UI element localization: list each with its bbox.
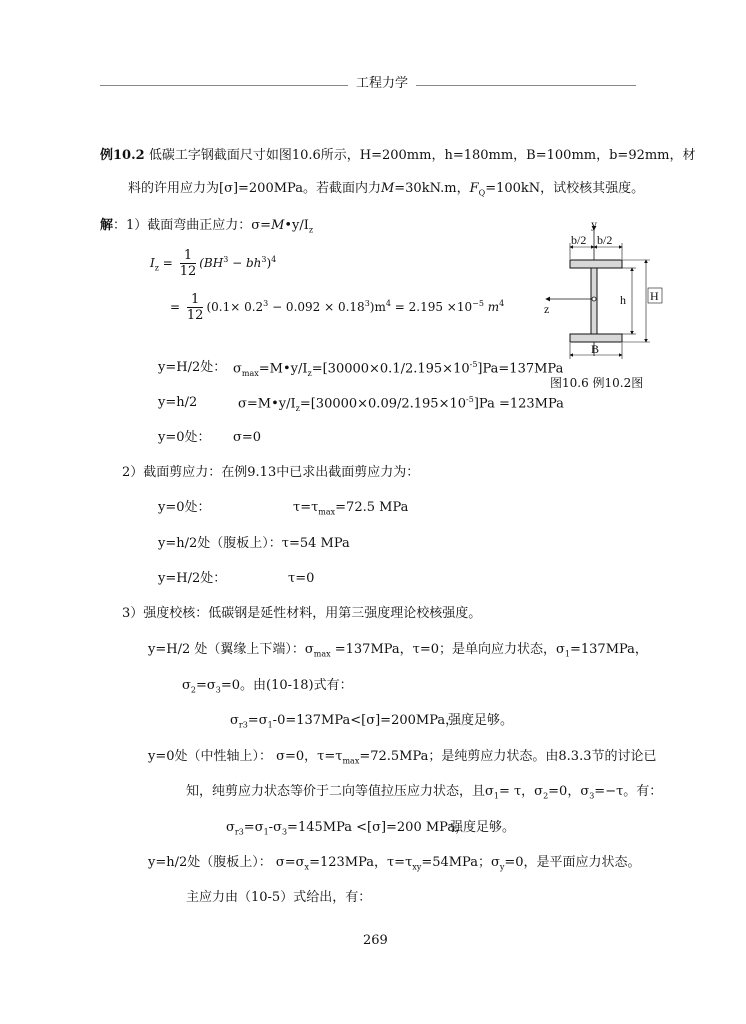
check-flange-ok: 强度足够。 [448, 713, 514, 728]
example-line-2: 料的许用应力为[σ]=200MPa。若截面内力M=30kN.m，$F_Q=100kN$，试校核其强度。 [128, 181, 645, 198]
shear-row-zero: y=0处： [158, 500, 211, 515]
axis-label-z: z [544, 302, 550, 316]
stress-row-h2: y=h/2 [158, 395, 198, 410]
check-flange-line-1: y=H/2 处（翼缘上下端）：$\sigma_{max} =137MPa$，τ=0；是单向应力状态，$\sigma_1=137MPa$， [148, 642, 648, 659]
solution-step-2: 2）截面剪应力：在例9.13中已求出截面剪应力为： [122, 465, 420, 480]
check-neutral-line-1: y=0处（中性轴上）： σ=0，$\tau=\tau_{max}=72.5MPa$；是纯剪应力状态。由8.3.3节的讨论已 [148, 749, 657, 766]
bottom-flange [570, 334, 622, 342]
stress-row-H2: y=H/2处： [158, 360, 227, 375]
figure-caption: 图10.6 例10.2图 [550, 376, 644, 390]
check-neutral-result: $\sigma_{r3}=\sigma_1-\sigma_3=145MPa <[\sigma]=200$ MPa， [226, 820, 469, 837]
shear-row-zero-value: $\tau=\tau_{max}=72.5$ MPa [293, 500, 409, 517]
page-number: 269 [363, 933, 388, 948]
dim-label-h: h [620, 293, 626, 307]
example-line-1 [100, 149, 696, 162]
example-text-1: 低碳工字钢截面尺寸如图10.6所示，H=200mm，h=180mm，B=100mm，b=92mm，材 [148, 148, 696, 163]
iz-formula-line-2: = $\frac{1}{12}$ $(0.1\times 0.2^3 - 0.092 \times 0.18^3)m^4 = 2.195 \times 10^{-5}$ $m^4$ [170, 292, 505, 323]
iz-formula-line-1: $I_z$ = $\frac{1}{12}$ $(BH^3 - bh^3)^4$ [150, 248, 277, 279]
check-neutral-line-2: 知，纯剪应力状态等价于二向等值拉压应力状态，且$\sigma_1= \tau$，$\sigma_2=0$，$\sigma_3=-\tau$。有： [186, 784, 663, 801]
dim-label-B: B [591, 342, 600, 356]
solution-step-3: 3）强度校核：低碳钢是延性材料，用第三强度理论校核强度。 [122, 606, 482, 621]
page-header-title: 工程力学 [356, 76, 409, 91]
stress-row-zero: y=0处： [158, 430, 211, 445]
shear-row-h2: y=h/2处（腹板上）：τ=54 MPa [158, 536, 350, 551]
example-label: 例10.2 [100, 148, 145, 163]
stress-row-H2-value: $\sigma_{max}=M•y/I_z=[30000\times 0.1/2.195\times 10^{-5}]Pa=137MPa$ [233, 360, 564, 378]
fraction-one-twelfth-2: $\frac{1}{12}$ [186, 292, 204, 323]
solution-step-1: 解：1）截面弯曲正应力：$\sigma=M•y/I_z$ [100, 218, 314, 235]
solution-label: 解 [100, 218, 114, 233]
check-neutral-ok: 强度足够。 [450, 820, 516, 835]
shear-row-H2: y=H/2处： [158, 571, 227, 586]
shear-row-H2-value: τ=0 [288, 571, 315, 586]
i-beam-figure [536, 216, 676, 366]
check-flange-line-2: $\sigma_2=\sigma_3=0$。由(10-18)式有： [182, 678, 353, 695]
dim-label-b-right: b/2 [597, 233, 613, 247]
header-rule-left [100, 85, 348, 86]
check-web-line-2: 主应力由（10-5）式给出，有： [186, 890, 372, 905]
check-flange-result: $\sigma_{r3}=\sigma_1-0=137MPa<[\sigma]=200MPa$， [230, 713, 459, 730]
stress-row-h2-value: $\sigma=M•y/I_z=[30000\times 0.09/2.195\times 10^{-5}]Pa =123MPa$ [238, 395, 564, 413]
check-web-line-1: y=h/2处（腹板上）： $\sigma=\sigma_x=123MPa$，$\tau=\tau_{xy}=54MPa$；$\sigma_y=0$，是平面应力状态。 [148, 855, 641, 872]
stress-row-zero-value: σ=0 [233, 430, 262, 445]
top-flange [570, 260, 622, 268]
dim-label-H: H [650, 289, 659, 303]
axis-label-y: y [591, 217, 597, 231]
fraction-one-twelfth: $\frac{1}{12}$ [179, 248, 197, 279]
header-rule-right [416, 85, 636, 86]
dim-label-b-left: b/2 [571, 233, 587, 247]
